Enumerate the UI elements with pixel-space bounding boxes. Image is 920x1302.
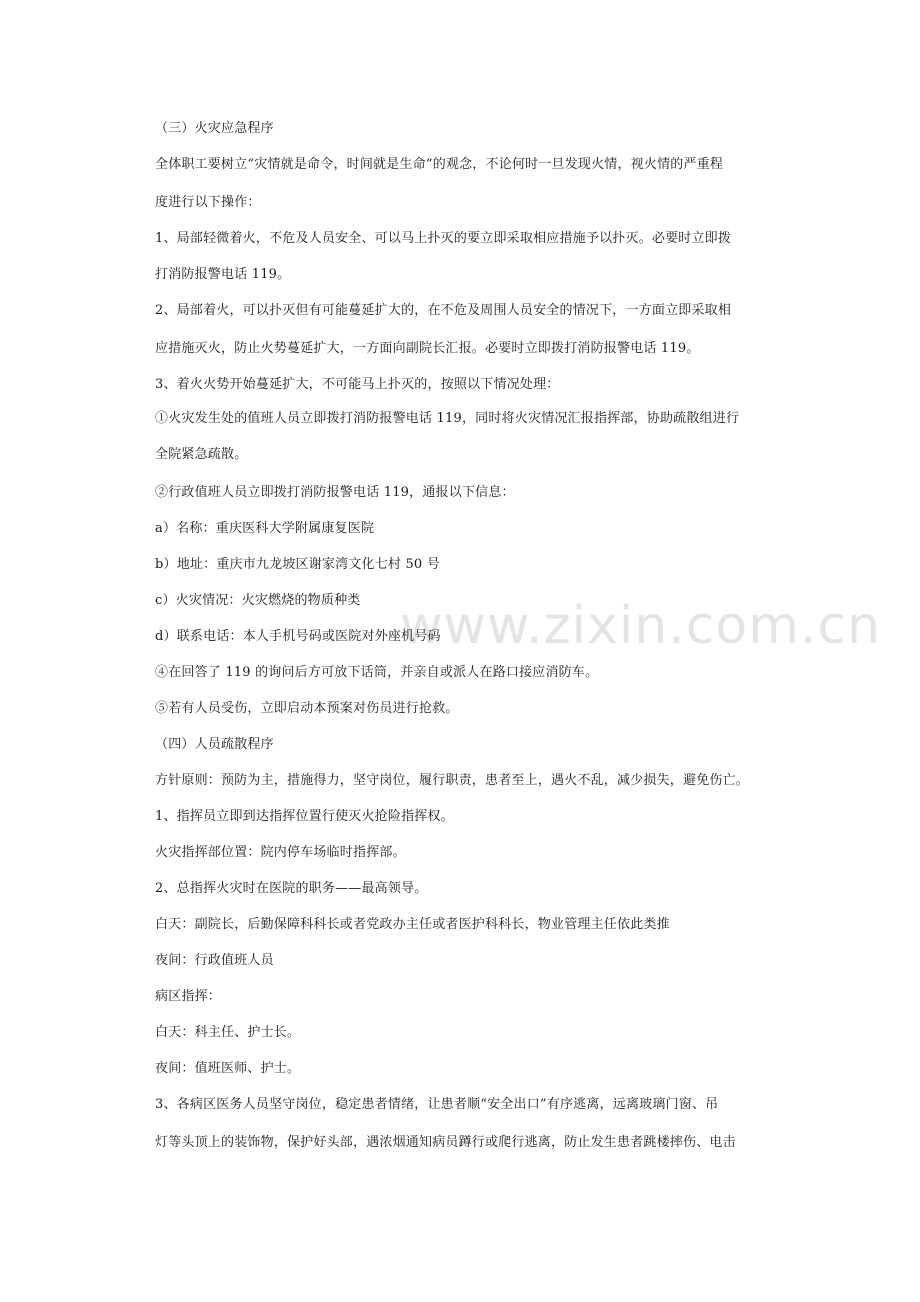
text-line: 度进行以下操作： <box>155 195 261 210</box>
text-line: 火灾指挥部位置：院内停车场临时指挥部。 <box>155 845 406 860</box>
text-line: 夜间：行政值班人员 <box>155 953 274 968</box>
text-line: 2、总指挥火灾时在医院的职务——最高领导。 <box>155 881 428 896</box>
text-line: ④在回答了 119 的询问后方可放下话筒，并亲自或派人在路口接应消防车。 <box>155 665 599 680</box>
text-line: a）名称：重庆医科大学附属康复医院 <box>155 521 375 536</box>
text-line: 白天：副院长，后勤保障科科长或者党政办主任或者医护科科长，物业管理主任依此类推 <box>155 917 670 932</box>
text-line: b）地址：重庆市九龙坡区谢家湾文化七村 50 号 <box>155 557 440 572</box>
text-line: d）联系电话：本人手机号码或医院对外座机号码 <box>155 629 441 644</box>
text-line: 打消防报警电话 119。 <box>155 267 291 282</box>
text-line: 1、指挥员立即到达指挥位置行使灭火抢险指挥权。 <box>155 809 454 824</box>
text-line: 应措施灭火，防止火势蔓延扩大，一方面向副院长汇报。必要时立即拨打消防报警电话 119。 <box>155 341 700 356</box>
watermark: www.zixin.com.cn <box>400 596 881 656</box>
text-line: 方针原则：预防为主，措施得力，坚守岗位，履行职责，患者至上，遇火不乱，减少损失，避免伤亡。 <box>155 773 750 788</box>
text-line: 白天：科主任、护士长。 <box>155 1025 301 1040</box>
text-line: 全体职工要树立“灾情就是命令，时间就是生命”的观念，不论何时一旦发现火情，视火情的严重程 <box>155 157 724 172</box>
text-line: ①火灾发生处的值班人员立即拨打消防报警电话 119，同时将火灾情况汇报指挥部，协助疏散组进行 <box>155 411 740 426</box>
text-line: ⑤若有人员受伤，立即启动本预案对伤员进行抢救。 <box>155 701 459 716</box>
text-line: （三）火灾应急程序 <box>155 121 274 136</box>
text-line: 病区指挥： <box>155 989 222 1004</box>
text-line: （四）人员疏散程序 <box>155 737 274 752</box>
text-line: c）火灾情况：火灾燃烧的物质种类 <box>155 593 361 608</box>
text-line: 灯等头顶上的装饰物，保护好头部，遇浓烟通知病员蹲行或爬行逃离，防止发生患者跳楼摔伤、电击 <box>155 1135 736 1150</box>
text-line: ②行政值班人员立即拨打消防报警电话 119，通报以下信息： <box>155 485 515 500</box>
text-line: 1、局部轻微着火，不危及人员安全、可以马上扑灭的要立即采取相应措施予以扑灭。必要时立即拨 <box>155 231 732 246</box>
text-line: 全院紧急疏散。 <box>155 447 248 462</box>
text-line: 3、各病区医务人员坚守岗位，稳定患者情绪，让患者顺“安全出口”有序逃离，远离玻璃门窗、吊 <box>155 1097 719 1112</box>
text-line: 夜间：值班医师、护士。 <box>155 1061 301 1076</box>
text-line: 2、局部着火，可以扑灭但有可能蔓延扩大的，在不危及周围人员安全的情况下，一方面立即采取相 <box>155 303 732 318</box>
text-line: 3、着火火势开始蔓延扩大，不可能马上扑灭的，按照以下情况处理： <box>155 377 560 392</box>
